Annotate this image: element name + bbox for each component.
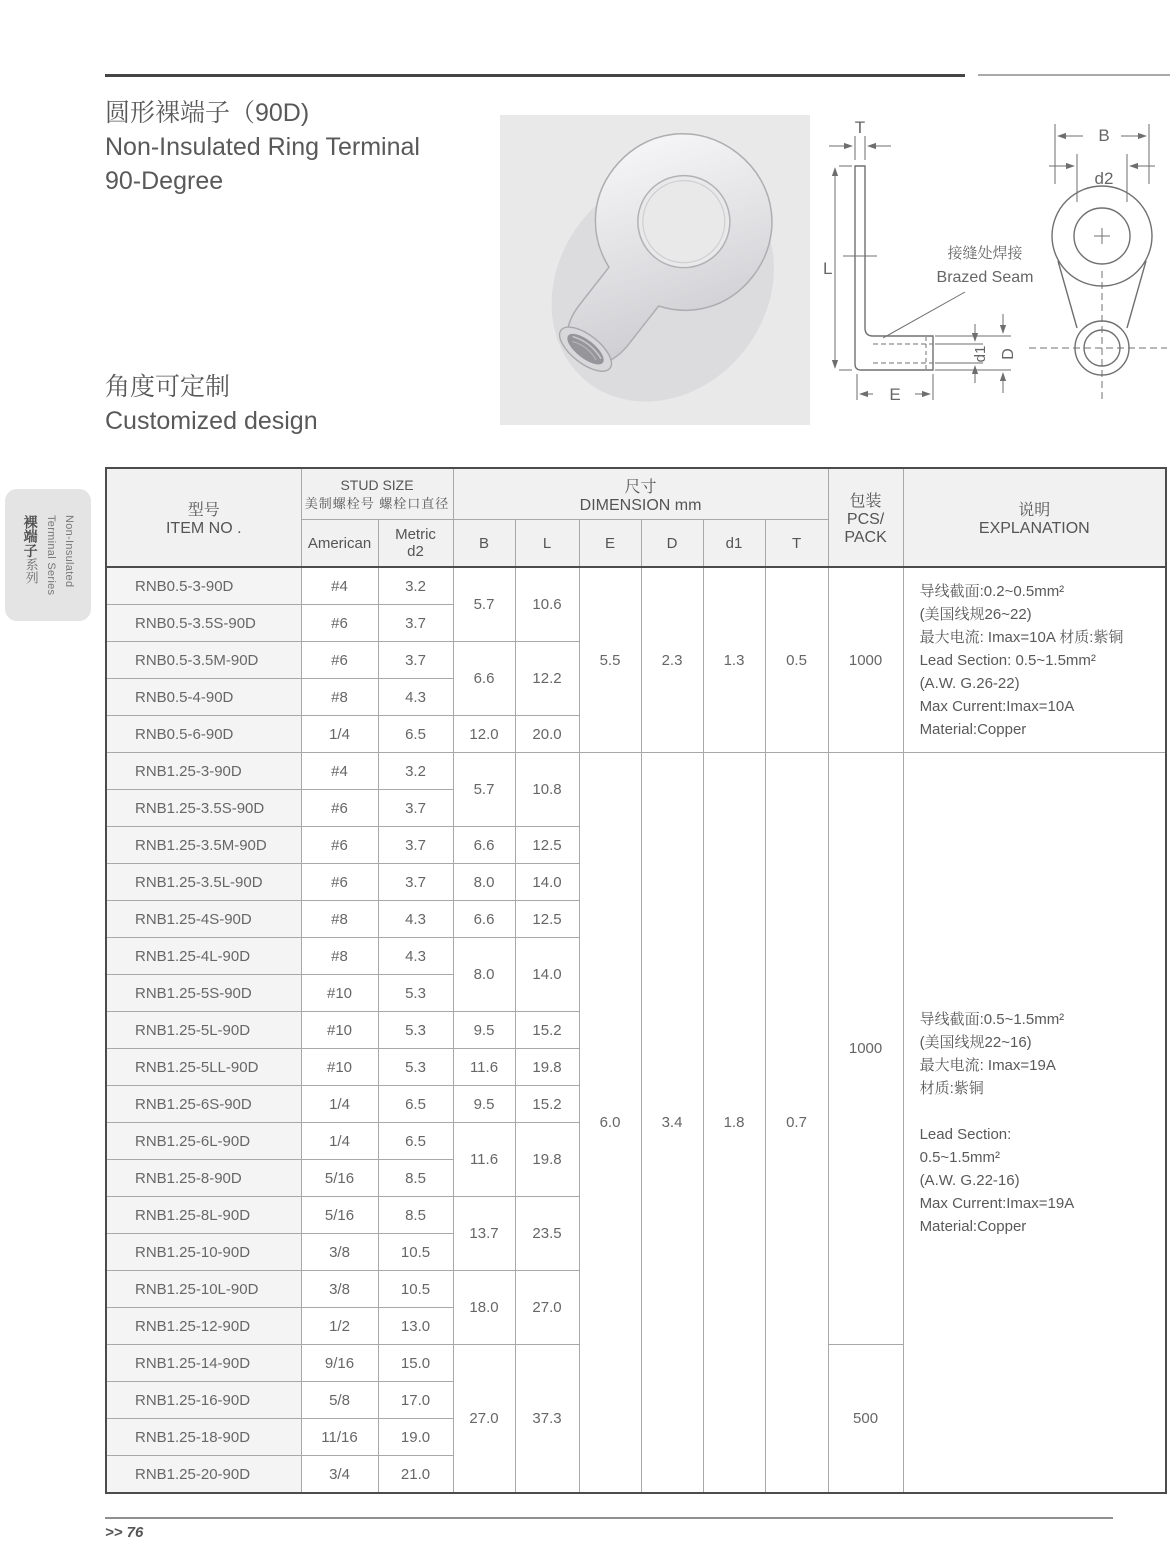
cell-metric: 15.0 xyxy=(378,1345,453,1382)
dim-label-L: L xyxy=(823,259,833,278)
dim-label-d1: d1 xyxy=(972,345,989,363)
cell-b: 9.5 xyxy=(453,1086,515,1123)
cell-pack: 500 xyxy=(828,1345,903,1494)
cell-american: 1/2 xyxy=(301,1308,378,1345)
cell-item: RNB1.25-3.5S-90D xyxy=(106,790,301,827)
technical-diagram xyxy=(815,106,1170,416)
cell-l: 15.2 xyxy=(515,1012,579,1049)
cell-metric: 3.7 xyxy=(378,827,453,864)
cell-l: 14.0 xyxy=(515,938,579,1012)
cell-american: 1/4 xyxy=(301,1123,378,1160)
cell-metric: 17.0 xyxy=(378,1382,453,1419)
cell-metric: 21.0 xyxy=(378,1456,453,1494)
dim-label-D: D xyxy=(1000,348,1017,360)
cell-l: 19.8 xyxy=(515,1049,579,1086)
brazed-seam-label-en: Brazed Seam xyxy=(936,269,1034,286)
spec-table xyxy=(105,467,1165,1494)
header-metric-d2: Metric d2 xyxy=(378,520,453,568)
cell-item: RNB1.25-12-90D xyxy=(106,1308,301,1345)
cell-item: RNB1.25-3.5M-90D xyxy=(106,827,301,864)
cell-item: RNB0.5-3.5S-90D xyxy=(106,605,301,642)
cell-l: 15.2 xyxy=(515,1086,579,1123)
cell-metric: 5.3 xyxy=(378,1049,453,1086)
header-dimension: 尺寸 DIMENSION mm xyxy=(453,468,828,520)
dim-label-T: T xyxy=(854,118,866,137)
cell-metric: 3.2 xyxy=(378,753,453,790)
cell-american: 3/4 xyxy=(301,1456,378,1494)
cell-american: #4 xyxy=(301,753,378,790)
cell-item: RNB1.25-14-90D xyxy=(106,1345,301,1382)
cell-metric: 8.5 xyxy=(378,1160,453,1197)
cell-l: 12.5 xyxy=(515,827,579,864)
cell-b: 5.7 xyxy=(453,567,515,642)
cell-item: RNB1.25-8-90D xyxy=(106,1160,301,1197)
cell-metric: 10.5 xyxy=(378,1271,453,1308)
header-dim-e: E xyxy=(579,520,641,568)
cell-metric: 5.3 xyxy=(378,1012,453,1049)
cell-american: #6 xyxy=(301,827,378,864)
series-tab-text xyxy=(19,515,77,595)
cell-item: RNB1.25-3.5L-90D xyxy=(106,864,301,901)
cell-item: RNB0.5-3-90D xyxy=(106,567,301,605)
cell-metric: 6.5 xyxy=(378,716,453,753)
cell-item: RNB1.25-6L-90D xyxy=(106,1123,301,1160)
cell-american: #10 xyxy=(301,1012,378,1049)
cell-metric: 4.3 xyxy=(378,901,453,938)
cell-item: RNB1.25-8L-90D xyxy=(106,1197,301,1234)
top-rule-dark xyxy=(105,74,965,77)
cell-american: 3/8 xyxy=(301,1271,378,1308)
cell-b: 6.6 xyxy=(453,901,515,938)
ring-terminal-photo xyxy=(500,115,810,425)
cell-american: #4 xyxy=(301,567,378,605)
top-rule-light xyxy=(978,74,1170,76)
cell-american: #6 xyxy=(301,790,378,827)
cell-metric: 4.3 xyxy=(378,679,453,716)
cell-american: #8 xyxy=(301,679,378,716)
cell-item: RNB1.25-5LL-90D xyxy=(106,1049,301,1086)
series-tab-line1: Non-Insulated xyxy=(62,514,75,588)
cell-t: 0.7 xyxy=(765,753,828,1494)
cell-t: 0.5 xyxy=(765,567,828,753)
page-number: >> 76 xyxy=(105,1524,144,1541)
cell-explanation: 导线截面:0.2~0.5mm² (美国线规26~22) 最大电流: Imax=10A 材质:紫铜 Lead Section: 0.5~1.5mm² (A.W. G.26-22) Max Current:Imax=10A Material:Copper xyxy=(903,567,1166,753)
cell-item: RNB0.5-3.5M-90D xyxy=(106,642,301,679)
cell-american: 5/16 xyxy=(301,1160,378,1197)
table-row xyxy=(106,567,1166,605)
cell-american: #6 xyxy=(301,642,378,679)
cell-b: 8.0 xyxy=(453,864,515,901)
cell-d1: 1.8 xyxy=(703,753,765,1494)
cell-e: 5.5 xyxy=(579,567,641,753)
cell-metric: 6.5 xyxy=(378,1086,453,1123)
cell-item: RNB1.25-18-90D xyxy=(106,1419,301,1456)
cell-metric: 5.3 xyxy=(378,975,453,1012)
cell-d1: 1.3 xyxy=(703,567,765,753)
cell-metric: 6.5 xyxy=(378,1123,453,1160)
header-stud-size: STUD SIZE 美制螺栓号 螺栓口直径 xyxy=(301,468,453,520)
custom-design-block xyxy=(105,370,318,438)
cell-american: #10 xyxy=(301,1049,378,1086)
dim-label-E: E xyxy=(889,385,901,404)
cell-b: 12.0 xyxy=(453,716,515,753)
cell-item: RNB0.5-6-90D xyxy=(106,716,301,753)
cell-d: 2.3 xyxy=(641,567,703,753)
cell-l: 10.8 xyxy=(515,753,579,827)
cell-item: RNB0.5-4-90D xyxy=(106,679,301,716)
cell-b: 18.0 xyxy=(453,1271,515,1345)
cell-item: RNB1.25-4L-90D xyxy=(106,938,301,975)
cell-pack: 1000 xyxy=(828,753,903,1345)
header-dim-d1: d1 xyxy=(703,520,765,568)
series-tab-zh: 裸端子系列 xyxy=(22,514,39,585)
cell-metric: 3.7 xyxy=(378,864,453,901)
series-tab xyxy=(5,489,91,621)
cell-american: #6 xyxy=(301,864,378,901)
cell-metric: 19.0 xyxy=(378,1419,453,1456)
header-explanation: 说明 EXPLANATION xyxy=(903,468,1166,567)
cell-b: 5.7 xyxy=(453,753,515,827)
cell-item: RNB1.25-3-90D xyxy=(106,753,301,790)
header-item: 型号 ITEM NO . xyxy=(106,468,301,567)
cell-l: 12.2 xyxy=(515,642,579,716)
cell-item: RNB1.25-6S-90D xyxy=(106,1086,301,1123)
cell-metric: 10.5 xyxy=(378,1234,453,1271)
cell-b: 27.0 xyxy=(453,1345,515,1494)
cell-item: RNB1.25-20-90D xyxy=(106,1456,301,1494)
cell-l: 20.0 xyxy=(515,716,579,753)
header-american: American xyxy=(301,520,378,568)
cell-metric: 3.7 xyxy=(378,790,453,827)
cell-explanation: 导线截面:0.5~1.5mm² (美国线规22~16) 最大电流: Imax=19A 材质:紫铜 Lead Section: 0.5~1.5mm² (A.W. G.22-16) Max Current:Imax=19A Material:Copper xyxy=(903,753,1166,1494)
header-dim-l: L xyxy=(515,520,579,568)
cell-american: #10 xyxy=(301,975,378,1012)
cell-l: 23.5 xyxy=(515,1197,579,1271)
cell-item: RNB1.25-16-90D xyxy=(106,1382,301,1419)
cell-american: #8 xyxy=(301,938,378,975)
cell-item: RNB1.25-5S-90D xyxy=(106,975,301,1012)
header-pack: 包装 PCS/ PACK xyxy=(828,468,903,567)
cell-american: 9/16 xyxy=(301,1345,378,1382)
series-tab-line2: Terminal Series xyxy=(45,514,58,596)
product-photo xyxy=(500,115,810,425)
title-block xyxy=(105,96,420,198)
custom-design-zh: 角度可定制 xyxy=(105,373,231,401)
custom-design-en: Customized design xyxy=(105,407,318,435)
cell-item: RNB1.25-10L-90D xyxy=(106,1271,301,1308)
cell-metric: 13.0 xyxy=(378,1308,453,1345)
cell-b: 6.6 xyxy=(453,642,515,716)
cell-american: #8 xyxy=(301,901,378,938)
cell-american: 1/4 xyxy=(301,1086,378,1123)
page-title-en-1: Non-Insulated Ring Terminal xyxy=(105,133,420,161)
header-dim-d: D xyxy=(641,520,703,568)
header-dim-t: T xyxy=(765,520,828,568)
cell-item: RNB1.25-10-90D xyxy=(106,1234,301,1271)
cell-l: 19.8 xyxy=(515,1123,579,1197)
dim-label-d2: d2 xyxy=(1094,169,1114,188)
cell-b: 9.5 xyxy=(453,1012,515,1049)
spec-table-grid xyxy=(105,467,1167,1494)
cell-item: RNB1.25-5L-90D xyxy=(106,1012,301,1049)
cell-metric: 3.7 xyxy=(378,605,453,642)
header-dim-b: B xyxy=(453,520,515,568)
page-title-zh: 圆形裸端子（90D) xyxy=(105,99,310,127)
dim-label-B: B xyxy=(1098,126,1110,145)
cell-pack: 1000 xyxy=(828,567,903,753)
cell-b: 11.6 xyxy=(453,1049,515,1086)
cell-e: 6.0 xyxy=(579,753,641,1494)
brazed-seam-label-zh: 接缝处焊接 xyxy=(947,245,1023,262)
page-title-en-2: 90-Degree xyxy=(105,167,224,195)
cell-metric: 4.3 xyxy=(378,938,453,975)
cell-metric: 3.7 xyxy=(378,642,453,679)
footer-rule xyxy=(105,1517,1113,1519)
cell-american: #6 xyxy=(301,605,378,642)
cell-american: 11/16 xyxy=(301,1419,378,1456)
cell-american: 5/8 xyxy=(301,1382,378,1419)
cell-item: RNB1.25-4S-90D xyxy=(106,901,301,938)
cell-metric: 8.5 xyxy=(378,1197,453,1234)
cell-american: 3/8 xyxy=(301,1234,378,1271)
cell-metric: 3.2 xyxy=(378,567,453,605)
cell-l: 12.5 xyxy=(515,901,579,938)
cell-l: 37.3 xyxy=(515,1345,579,1494)
cell-d: 3.4 xyxy=(641,753,703,1494)
cell-l: 10.6 xyxy=(515,567,579,642)
cell-b: 11.6 xyxy=(453,1123,515,1197)
cell-b: 6.6 xyxy=(453,827,515,864)
cell-american: 5/16 xyxy=(301,1197,378,1234)
cell-b: 13.7 xyxy=(453,1197,515,1271)
cell-b: 8.0 xyxy=(453,938,515,1012)
table-row xyxy=(106,753,1166,790)
cell-american: 1/4 xyxy=(301,716,378,753)
cell-l: 27.0 xyxy=(515,1271,579,1345)
cell-l: 14.0 xyxy=(515,864,579,901)
